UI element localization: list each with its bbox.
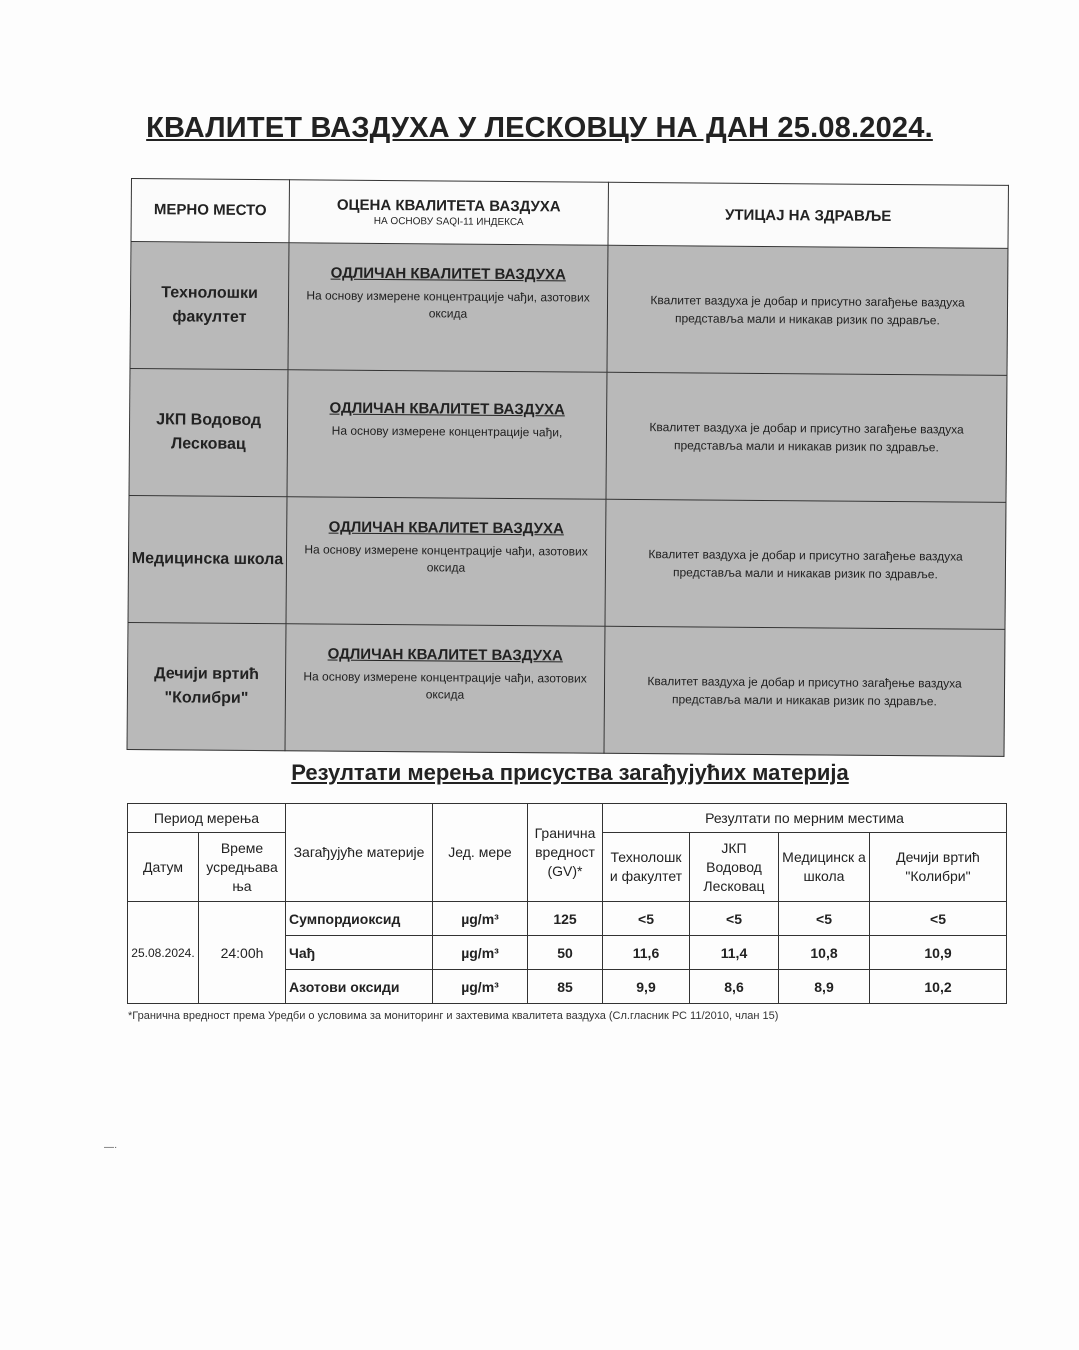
results-header-row — [128, 804, 1007, 833]
header-site2: ЈКП Водовод Лесковац — [690, 833, 779, 902]
limit-value: 85 — [528, 970, 603, 1004]
value-site4: 10,9 — [870, 936, 1007, 970]
aq-row — [127, 622, 1005, 756]
aq-health: Квалитет ваздуха је добар и присутно загађење ваздуха представља мали и никакав ризик по здравље. — [605, 499, 1006, 629]
unit: µg/m³ — [433, 902, 528, 936]
header-results-by-site: Резултати по мерним местима — [603, 804, 1007, 833]
unit: µg/m³ — [433, 970, 528, 1004]
aq-row — [130, 242, 1008, 376]
aq-rating: ОДЛИЧАН КВАЛИТЕТ ВАЗДУХА — [328, 518, 564, 537]
table-row — [128, 902, 1007, 936]
header-date: Датум — [128, 833, 199, 902]
value-site1: 9,9 — [603, 970, 690, 1004]
header-pollutants: Загађујуће материје — [286, 804, 433, 902]
header-limit: Гранична вредност (GV)* — [528, 804, 603, 902]
value-site3: 10,8 — [779, 936, 870, 970]
aq-row — [129, 368, 1007, 502]
aq-rating: ОДЛИЧАН КВАЛИТЕТ ВАЗДУХА — [330, 264, 566, 283]
aq-site: Дечији вртић "Колибри" — [127, 622, 286, 750]
value-site4: <5 — [870, 902, 1007, 936]
limit-value: 50 — [528, 936, 603, 970]
aq-health: Квалитет ваздуха је добар и присутно загађење ваздуха представља мали и никакав ризик по здравље. — [604, 626, 1005, 756]
value-site4: 10,2 — [870, 970, 1007, 1004]
value-site1: <5 — [603, 902, 690, 936]
limit-value: 125 — [528, 902, 603, 936]
page-title: КВАЛИТЕТ ВАЗДУХА У ЛЕСКОВЦУ НА ДАН 25.08.2024. — [146, 112, 933, 144]
pollutant: Чађ — [286, 936, 433, 970]
header-health: УТИЦАЈ НА ЗДРАВЉЕ — [608, 182, 1008, 248]
unit: µg/m³ — [433, 936, 528, 970]
value-site2: 8,6 — [690, 970, 779, 1004]
air-quality-table — [127, 178, 1009, 757]
value-site2: <5 — [690, 902, 779, 936]
aq-basis: На основу измерене концентрације чађи, азотових оксида — [303, 668, 587, 702]
value-site3: <5 — [779, 902, 870, 936]
header-site1: Технолошк и факултет — [603, 833, 690, 902]
value-site1: 11,6 — [603, 936, 690, 970]
aq-rating: ОДЛИЧАН КВАЛИТЕТ ВАЗДУХА — [327, 645, 563, 664]
aq-site: Технолошки факултет — [130, 242, 289, 370]
aq-rating-cell — [287, 370, 607, 500]
pollutant: Сумпордиоксид — [286, 902, 433, 936]
aq-basis: На основу измерене концентрације чађи, азотових оксида — [304, 541, 588, 575]
header-rating — [289, 180, 608, 246]
results-table — [127, 803, 1007, 1004]
aq-site: ЈКП Водовод Лесковац — [129, 368, 288, 496]
aq-health: Квалитет ваздуха је добар и присутно загађење ваздуха представља мали и никакав ризик по здравље. — [606, 372, 1007, 502]
header-site: МЕРНО МЕСТО — [131, 179, 289, 243]
pollutant: Азотови оксиди — [286, 970, 433, 1004]
aq-health: Квалитет ваздуха је добар и присутно загађење ваздуха представља мали и никакав ризик по здравље. — [607, 245, 1008, 375]
header-rating-label: ОЦЕНА КВАЛИТЕТА ВАЗДУХА — [336, 196, 561, 216]
scan-mark: —· — [104, 1142, 118, 1153]
footnote: *Гранична вредност према Уредби о условима за мониторинг и захтевима квалитета ваздуха (Сл.гласник РС 11/2010, члан 15) — [128, 1010, 779, 1022]
aq-basis: На основу измерене концентрације чађи, — [331, 423, 563, 440]
aq-rating: ОДЛИЧАН КВАЛИТЕТ ВАЗДУХА — [329, 399, 565, 419]
value-site3: 8,9 — [779, 970, 870, 1004]
aq-basis: На основу измерене концентрације чађи, азотових оксида — [306, 287, 590, 321]
results-title: Резултати мерења присуства загађујућих материја — [291, 760, 849, 785]
aq-header-row — [131, 179, 1008, 249]
header-period: Период мерења — [128, 804, 286, 833]
header-site4: Дечији вртић "Колибри" — [870, 833, 1007, 902]
value-site2: 11,4 — [690, 936, 779, 970]
header-site3: Медицинск а школа — [779, 833, 870, 902]
header-unit: Јед. мере — [433, 804, 528, 902]
aq-rating-cell — [288, 243, 608, 373]
aq-site: Медицинска школа — [128, 495, 287, 623]
averaging-cell: 24:00h — [199, 902, 286, 1004]
aq-rating-cell — [286, 497, 606, 627]
header-rating-sub: НА ОСНОВУ SAQI-11 ИНДЕКСА — [373, 215, 524, 229]
aq-rating-cell — [285, 624, 605, 754]
aq-row — [128, 495, 1006, 629]
header-averaging: Време усредњава ња — [199, 833, 286, 902]
date-cell: 25.08.2024. — [128, 902, 199, 1004]
